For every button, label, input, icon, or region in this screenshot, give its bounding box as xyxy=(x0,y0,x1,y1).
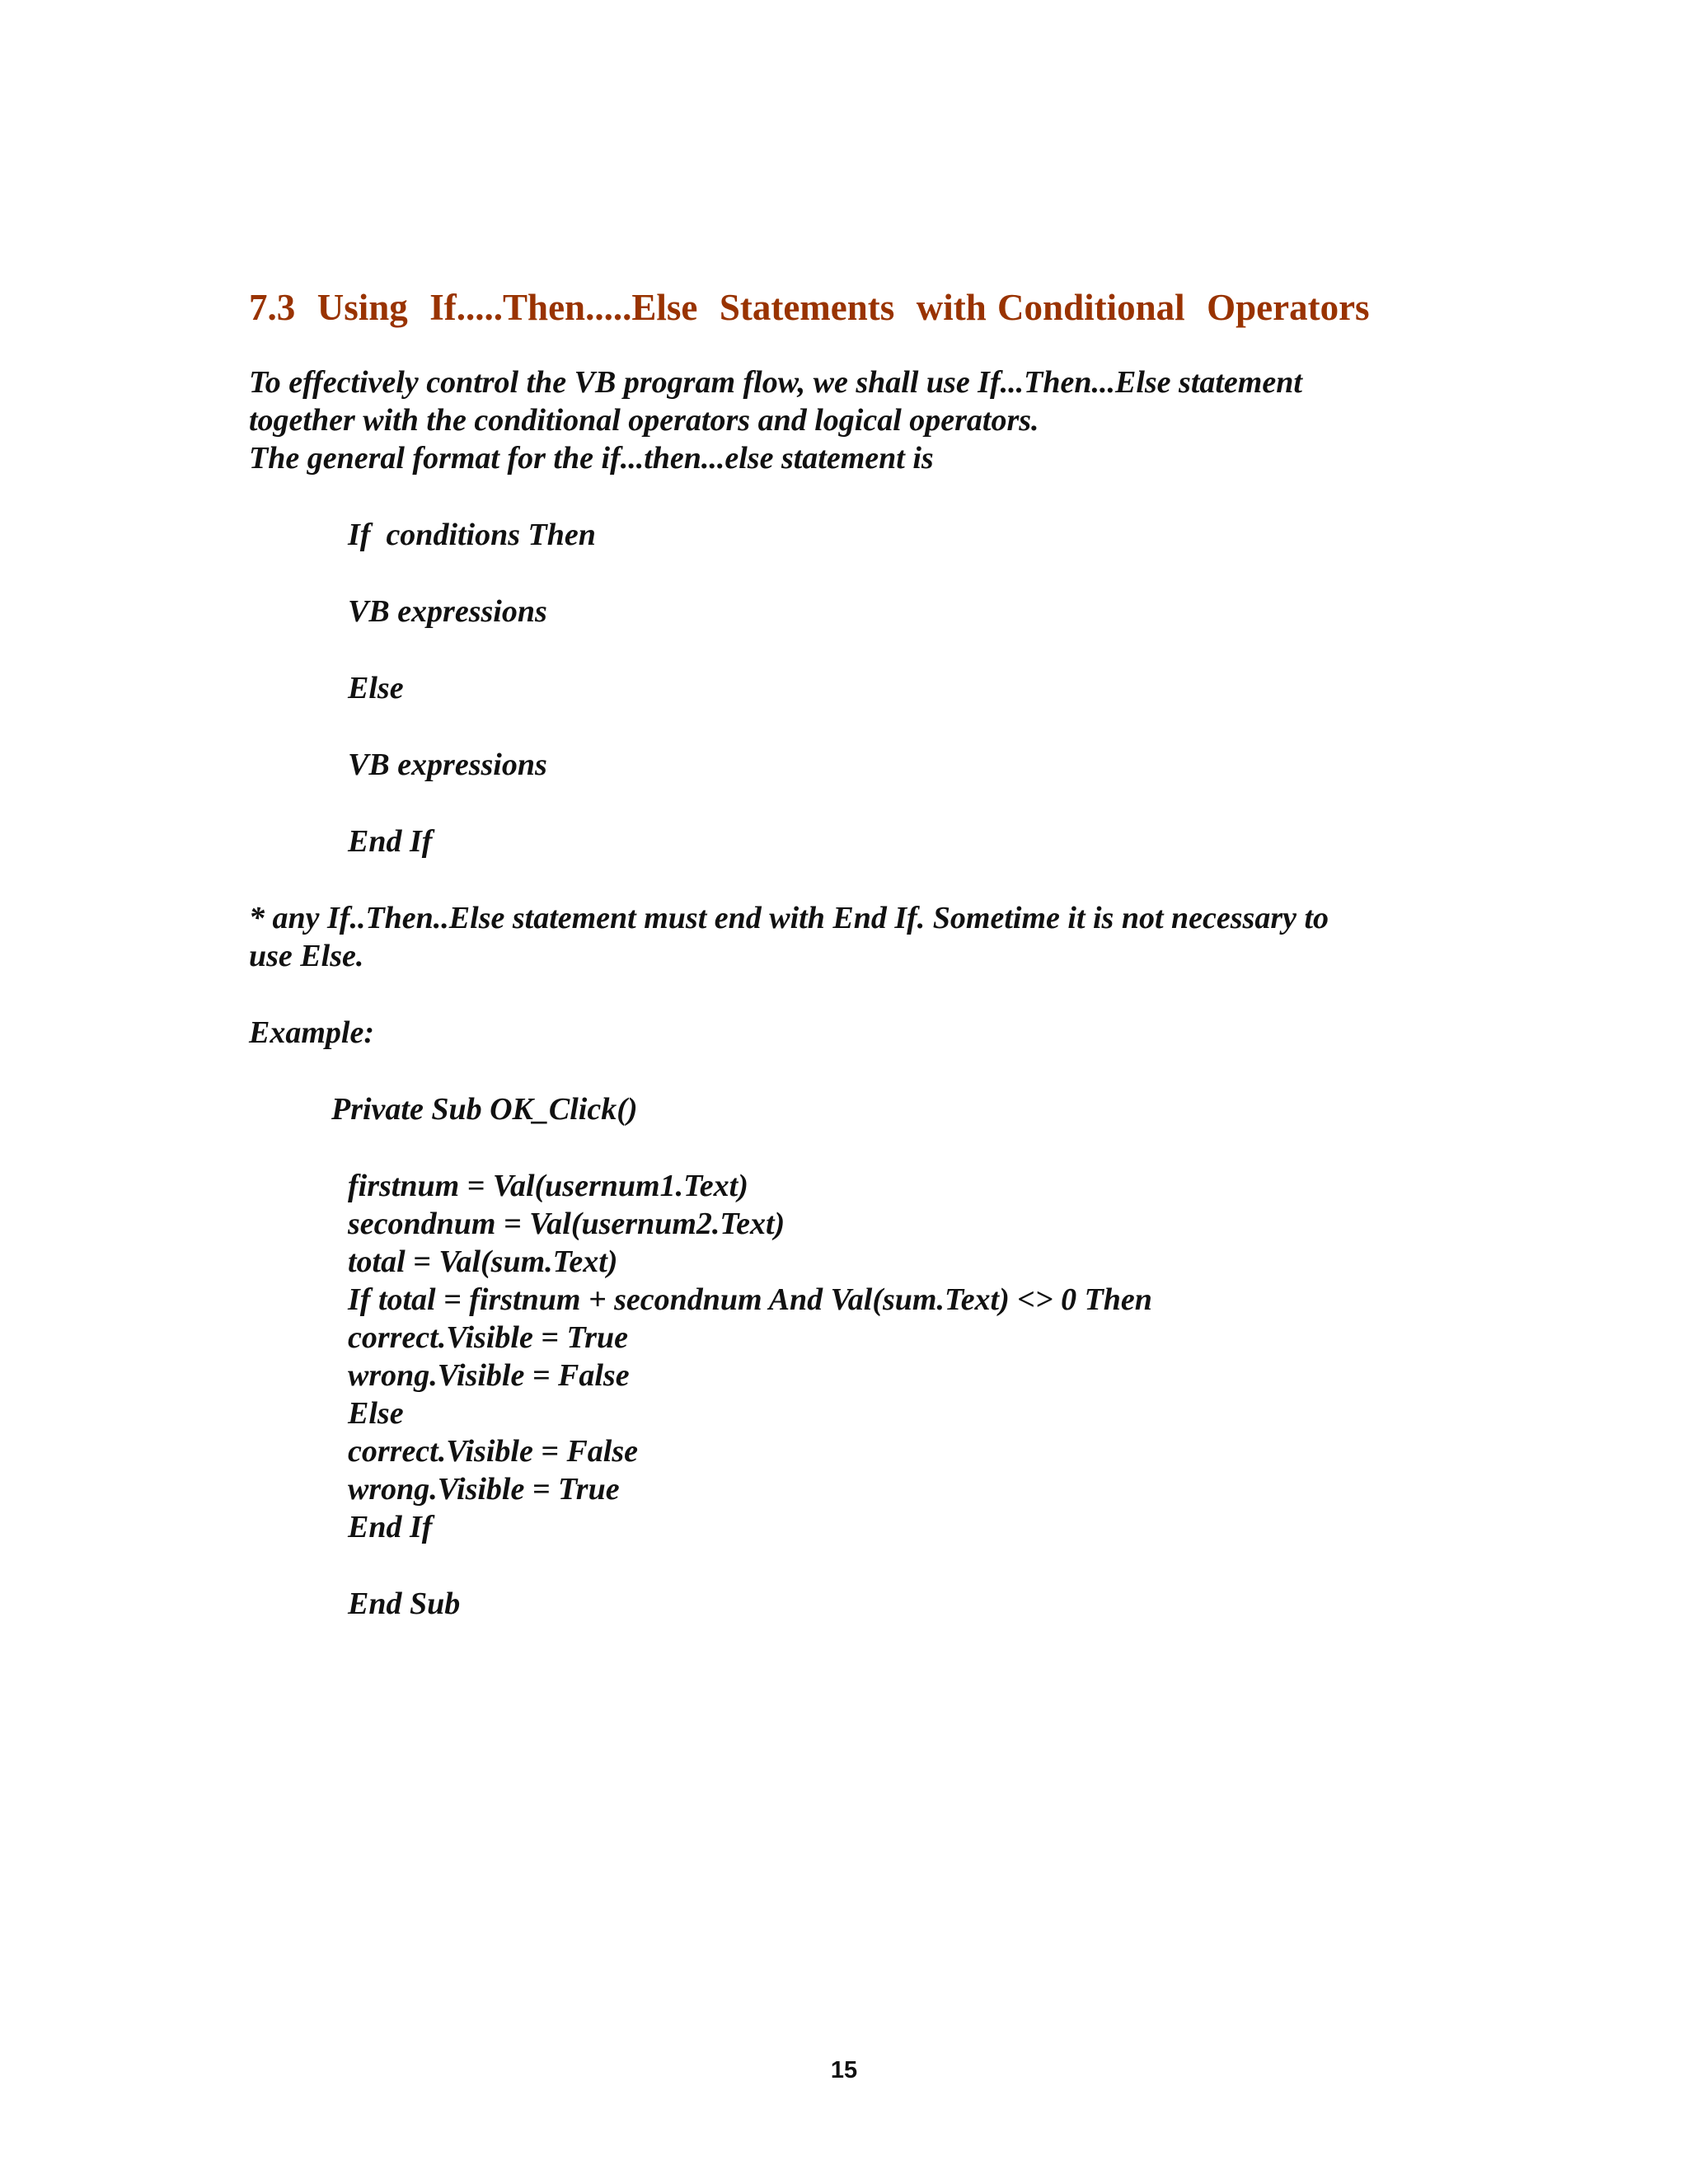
intro-line: The general format for the if...then...else statement is xyxy=(249,441,934,476)
code-line: wrong.Visible = True xyxy=(348,1472,620,1507)
page-number: 15 xyxy=(830,2057,858,2083)
note-line: use Else. xyxy=(249,939,364,973)
format-line: End If xyxy=(348,824,433,859)
intro-line: To effectively control the VB program flow, we shall use If...Then...Else statement xyxy=(249,365,1302,400)
code-line: wrong.Visible = False xyxy=(348,1358,630,1393)
format-line: If conditions Then xyxy=(348,518,596,552)
code-line: Else xyxy=(348,1396,404,1431)
note-line: * any If..Then..Else statement must end with End If. Sometime it is not necessary to xyxy=(249,901,1329,935)
intro-line: together with the conditional operators and logical operators. xyxy=(249,403,1039,438)
code-line: correct.Visible = True xyxy=(348,1320,629,1355)
code-line: secondnum = Val(usernum2.Text) xyxy=(348,1207,785,1241)
code-line: firstnum = Val(usernum1.Text) xyxy=(348,1169,748,1203)
format-line: VB expressions xyxy=(348,594,547,629)
code-sub-header: Private Sub OK_Click() xyxy=(331,1092,638,1127)
section-heading: 7.3 Using If.....Then.....Else Statements with Conditional Operators xyxy=(249,287,1370,328)
example-label: Example: xyxy=(249,1015,374,1050)
code-line: End If xyxy=(348,1510,433,1544)
code-sub-footer: End Sub xyxy=(348,1586,461,1621)
code-line: If total = firstnum + secondnum And Val(sum.Text) <> 0 Then xyxy=(348,1282,1152,1317)
format-line: VB expressions xyxy=(348,748,547,782)
code-line: correct.Visible = False xyxy=(348,1434,639,1469)
code-line: total = Val(sum.Text) xyxy=(348,1244,618,1279)
format-line: Else xyxy=(348,671,404,705)
